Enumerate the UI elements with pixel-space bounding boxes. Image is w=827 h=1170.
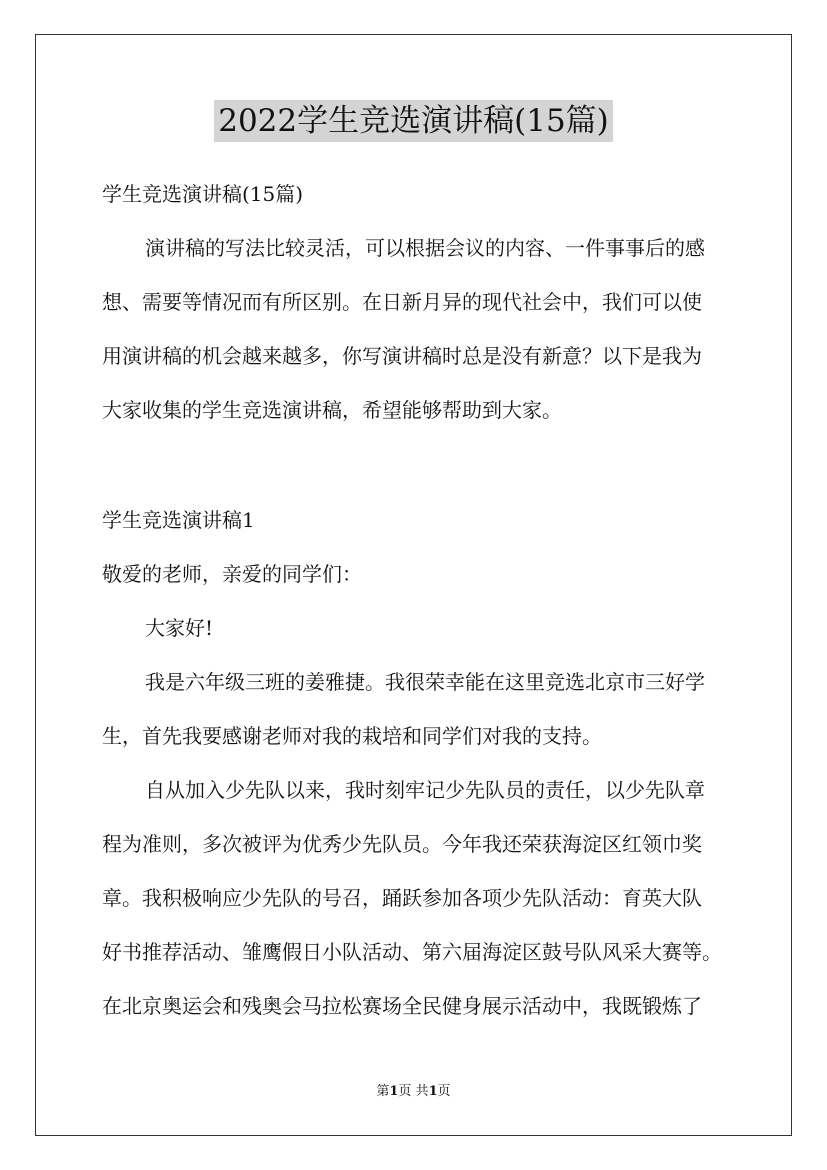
page-footer bbox=[0, 1083, 827, 1101]
para2-line-5: 在北京奥运会和残奥会马拉松赛场全民健身展示活动中，我既锻炼了 bbox=[102, 994, 702, 1018]
para2-line-2: 程为准则，多次被评为优秀少先队员。今年我还荣获海淀区红领巾奖 bbox=[102, 832, 702, 856]
para2-line-3: 章。我积极响应少先队的号召，踊跃参加各项少先队活动：育英大队 bbox=[102, 886, 702, 910]
para1-line-1: 我是六年级三班的姜雅捷。我很荣幸能在这里竞选北京市三好学 bbox=[145, 670, 705, 694]
salutation: 敬爱的老师，亲爱的同学们： bbox=[102, 562, 362, 586]
page-mid: 页 共 bbox=[398, 1084, 429, 1099]
page-suffix: 页 bbox=[437, 1084, 451, 1099]
title-container bbox=[0, 100, 827, 142]
page-current: 1 bbox=[389, 1084, 399, 1099]
intro-line-1: 演讲稿的写法比较灵活，可以根据会议的内容、一件事事后的感 bbox=[145, 236, 705, 260]
intro-line-3: 用演讲稿的机会越来越多，你写演讲稿时总是没有新意？以下是我为 bbox=[102, 344, 702, 368]
page-total: 1 bbox=[428, 1084, 438, 1099]
para2-line-1: 自从加入少先队以来，我时刻牢记少先队员的责任，以少先队章 bbox=[145, 778, 705, 802]
intro-line-4: 大家收集的学生竞选演讲稿，希望能够帮助到大家。 bbox=[102, 398, 562, 422]
section-heading: 学生竞选演讲稿1 bbox=[102, 508, 255, 532]
document-subtitle: 学生竞选演讲稿(15篇) bbox=[102, 182, 304, 206]
intro-line-2: 想、需要等情况而有所区别。在日新月异的现代社会中，我们可以使 bbox=[102, 290, 702, 314]
page-prefix: 第 bbox=[376, 1084, 390, 1099]
document-title: 2022学生竞选演讲稿(15篇) bbox=[214, 100, 613, 142]
greeting: 大家好! bbox=[145, 616, 214, 640]
para2-line-4: 好书推荐活动、雏鹰假日小队活动、第六届海淀区鼓号队风采大赛等。 bbox=[102, 940, 722, 964]
para1-line-2: 生，首先我要感谢老师对我的栽培和同学们对我的支持。 bbox=[102, 724, 602, 748]
